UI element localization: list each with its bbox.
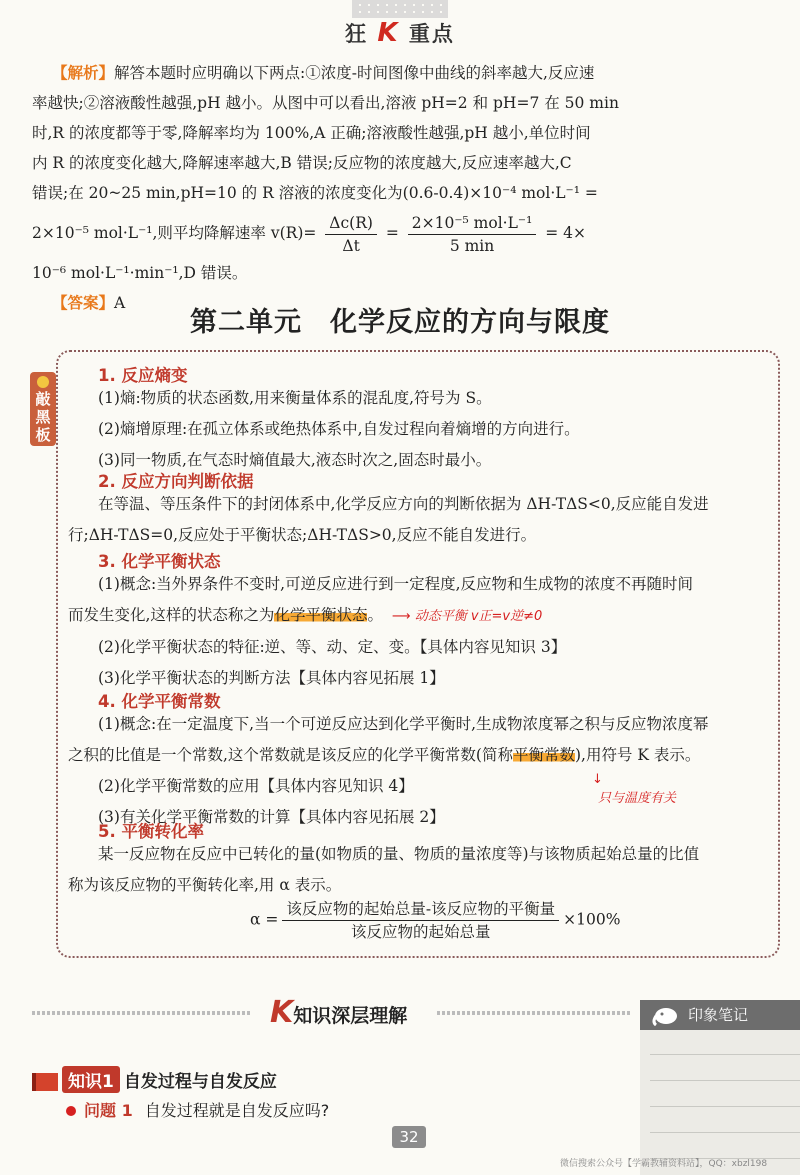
analysis-line: 2×10⁻⁵ mol·L⁻¹,则平均降解速率 v(R)= bbox=[32, 224, 317, 242]
k-logo-icon: K bbox=[270, 995, 294, 1030]
direction-text: 在等温、等压条件下的封闭体系中,化学反应方向的判断依据为 ΔH-TΔS<0,反应能自发进 bbox=[98, 495, 709, 513]
heading-entropy: 1. 反应熵变 bbox=[98, 366, 188, 385]
constant-text: (3)有关化学平衡常数的计算【具体内容见拓展 2】 bbox=[98, 808, 445, 826]
analysis-line: 内 R 的浓度变化越大,降解速率越大,B 错误;反应物的浓度越大,反应速率越大,C bbox=[32, 154, 572, 172]
highlighted-term: 化学平衡状态 bbox=[274, 606, 368, 624]
header-title-pre: 狂 bbox=[345, 22, 369, 46]
formula-rhs: ×100% bbox=[563, 910, 621, 929]
constant-text: (2)化学平衡常数的应用【具体内容见知识 4】 bbox=[98, 777, 414, 795]
entropy-section bbox=[98, 383, 768, 476]
conversion-rate-section bbox=[68, 839, 772, 901]
formula-fraction bbox=[282, 898, 559, 943]
entropy-point: (2)熵增原理:在孤立体系或绝热体系中,自发过程向着熵增的方向进行。 bbox=[98, 420, 580, 438]
entropy-point: (1)熵:物质的状态函数,用来衡量体系的混乱度,符号为 S。 bbox=[98, 389, 492, 407]
header-decoration bbox=[352, 0, 448, 18]
analysis-line: 率越快;②溶液酸性越强,pH 越小。从图中可以看出,溶液 pH=2 和 pH=7 在 50 min bbox=[32, 94, 619, 112]
running-header bbox=[0, 18, 800, 48]
question-1 bbox=[66, 1098, 329, 1121]
page-number: 32 bbox=[392, 1126, 426, 1148]
heading-conversion-rate: 5. 平衡转化率 bbox=[98, 822, 204, 841]
constant-text: ),用符号 K 表示。 bbox=[575, 746, 701, 764]
header-title-post: 重点 bbox=[408, 22, 455, 46]
answer-value: A bbox=[114, 294, 126, 312]
handwritten-note: ⟶ 动态平衡 v正=v逆≠0 bbox=[391, 609, 543, 624]
section-title: 第二单元 化学反应的方向与限度 bbox=[190, 307, 610, 338]
equilibrium-text: (2)化学平衡状态的特征:逆、等、动、定、变。【具体内容见知识 3】 bbox=[98, 638, 567, 656]
banner-rule bbox=[437, 1011, 632, 1015]
analysis-line: 10⁻⁶ mol·L⁻¹·min⁻¹,D 错误。 bbox=[32, 264, 248, 282]
direction-text: 行;ΔH-TΔS=0,反应处于平衡状态;ΔH-TΔS>0,反应不能自发进行。 bbox=[68, 526, 537, 544]
elephant-icon bbox=[650, 1004, 680, 1026]
fraction-numerator: 2×10⁻⁵ mol·L⁻¹ bbox=[408, 212, 537, 235]
analysis-block bbox=[32, 58, 772, 318]
question-text: 自发过程就是自发反应吗? bbox=[144, 1101, 330, 1120]
entropy-point: (3)同一物质,在气态时熵值最大,液态时次之,固态时最小。 bbox=[98, 451, 492, 469]
equilibrium-text: 。 bbox=[367, 606, 383, 624]
fraction-denominator: 该反应物的起始总量 bbox=[351, 923, 491, 941]
heading-equilibrium-constant: 4. 化学平衡常数 bbox=[98, 692, 221, 711]
deep-understanding-label: 知识深层理解 bbox=[293, 1005, 408, 1027]
conversion-text: 某一反应物在反应中已转化的量(如物质的量、物质的量浓度等)与该物质起始总量的比值 bbox=[98, 845, 700, 863]
knock-board-tag bbox=[30, 372, 56, 446]
equilibrium-constant-section bbox=[68, 709, 772, 833]
heading-equilibrium-state: 3. 化学平衡状态 bbox=[98, 552, 221, 571]
knock-board-label: 敲黑板 bbox=[35, 390, 51, 444]
book-icon bbox=[32, 1073, 58, 1091]
deep-understanding-title bbox=[270, 995, 407, 1030]
notes-header bbox=[640, 1000, 800, 1030]
formula-lhs: α = bbox=[250, 910, 279, 929]
fraction-numerator: Δc(R) bbox=[325, 212, 377, 235]
analysis-line: = 4× bbox=[545, 224, 586, 242]
watermark: 微信搜索公众号【学霸教辅资料站】，QQ：xbzl198 bbox=[560, 1159, 768, 1169]
banner-rule bbox=[32, 1011, 252, 1015]
notes-panel bbox=[640, 1000, 800, 1175]
notes-lined-area[interactable] bbox=[640, 1030, 800, 1175]
fraction-denominator: 5 min bbox=[449, 236, 495, 255]
fraction-denominator: Δt bbox=[342, 236, 360, 255]
analysis-line: 时,R 的浓度都等于零,降解率均为 100%,A 正确;溶液酸性越强,pH 越小,单位时间 bbox=[32, 124, 591, 142]
equilibrium-text: (3)化学平衡状态的判断方法【具体内容见拓展 1】 bbox=[98, 669, 445, 687]
equilibrium-text: (1)概念:当外界条件不变时,可逆反应进行到一定程度,反应物和生成物的浓度不再随时间 bbox=[98, 575, 694, 593]
handwritten-note-text: 动态平衡 v正=v逆≠0 bbox=[414, 609, 543, 624]
knowledge-title: 自发过程与自发反应 bbox=[123, 1072, 277, 1092]
answer-label: 【答案】 bbox=[52, 294, 115, 312]
handwritten-note-text: 只与温度有关 bbox=[598, 791, 677, 806]
handwritten-note-temperature: ↓ 只与温度有关 bbox=[592, 772, 677, 806]
fraction-numerator: 该反应物的起始总量-该反应物的平衡量 bbox=[282, 898, 559, 921]
knowledge-badge: 知识1 bbox=[62, 1066, 120, 1093]
highlighted-term: 平衡常数 bbox=[512, 746, 575, 764]
analysis-label: 【解析】 bbox=[52, 64, 115, 82]
header-k-logo: K bbox=[377, 18, 400, 48]
constant-text: 之积的比值是一个常数,这个常数就是该反应的化学平衡常数(简称 bbox=[68, 746, 513, 764]
tag-dot-icon bbox=[37, 376, 49, 388]
analysis-line: 错误;在 20~25 min,pH=10 的 R 溶液的浓度变化为(0.6-0.4)×10⁻⁴ mol·L⁻¹ = bbox=[32, 184, 598, 202]
heading-direction: 2. 反应方向判断依据 bbox=[98, 472, 254, 491]
conversion-formula bbox=[250, 898, 620, 943]
fraction-value bbox=[408, 212, 537, 257]
analysis-formula-line: 2×10⁻⁵ mol·L⁻¹,则平均降解速率 v(R)= $\frac{\Delta c(R)}{\Delta t}$ = $\frac{\text{2×10⁻⁵ mol·L⁻¹}}{5 \min}$ = 4× bbox=[32, 213, 586, 255]
conversion-text: 称为该反应物的平衡转化率,用 α 表示。 bbox=[68, 876, 342, 894]
pin-icon bbox=[66, 1106, 76, 1116]
direction-section bbox=[68, 489, 772, 551]
analysis-line: 解答本题时应明确以下两点:①浓度-时间图像中曲线的斜率越大,反应速 bbox=[114, 64, 595, 82]
question-label: 问题 1 bbox=[84, 1101, 133, 1120]
notes-title: 印象笔记 bbox=[688, 1006, 749, 1024]
fraction-delta bbox=[325, 212, 377, 257]
constant-text: (1)概念:在一定温度下,当一个可逆反应达到化学平衡时,生成物浓度幂之积与反应物浓度幂 bbox=[98, 715, 709, 733]
equilibrium-text: 而发生变化,这样的状态称之为 bbox=[68, 606, 275, 624]
knowledge-1-heading bbox=[32, 1066, 277, 1093]
equilibrium-state-section bbox=[68, 569, 772, 694]
